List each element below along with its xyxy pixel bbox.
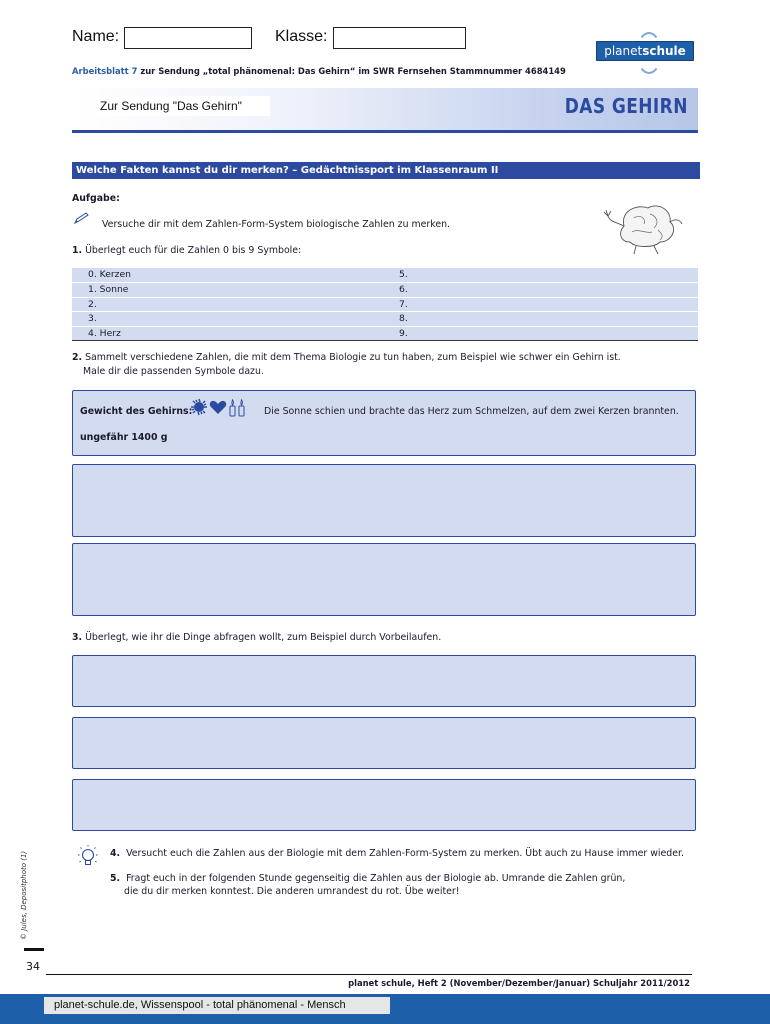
logo-text-planet: planet: [604, 44, 643, 58]
question-4: [110, 848, 684, 859]
example-mnemonic: Die Sonne schien und brachte das Herz zum Schmelzen, auf dem zwei Kerzen brannten.: [264, 406, 679, 417]
question-4-text: Versucht euch die Zahlen aus der Biologie mit dem Zahlen-Form-System zu merken. Übt auch zu Hause immer wieder.: [126, 848, 684, 859]
question-2: [72, 352, 621, 363]
worksheet-subtitle: [72, 66, 566, 76]
answer-box[interactable]: [72, 464, 696, 537]
planet-schule-logo: [596, 41, 694, 61]
table-bottom-rule: [72, 340, 698, 341]
table-cell[interactable]: 5.: [399, 269, 408, 280]
table-row: [72, 297, 698, 312]
site-info: planet-schule.de, Wissenspool - total phänomenal - Mensch: [44, 997, 390, 1014]
table-cell[interactable]: 2.: [88, 298, 97, 310]
table-cell[interactable]: 4. Herz: [88, 328, 121, 340]
question-5-number: 5.: [110, 873, 121, 884]
answer-box[interactable]: [72, 543, 696, 616]
question-2-text: Sammelt verschiedene Zahlen, die mit dem Thema Biologie zu tun haben, zum Beispiel wie schwer ein Gehirn ist.: [82, 352, 621, 363]
sun-icon: [191, 399, 207, 415]
table-cell[interactable]: 0. Kerzen: [88, 269, 131, 280]
question-2-number: 2.: [72, 352, 83, 363]
answer-box[interactable]: [72, 779, 696, 831]
question-5: [110, 873, 625, 884]
task-intro: Versuche dir mit dem Zahlen-Form-System biologische Zahlen zu merken.: [102, 219, 451, 230]
question-3: [72, 632, 441, 643]
question-4-number: 4.: [110, 848, 121, 859]
table-cell[interactable]: 7.: [399, 298, 408, 310]
name-field[interactable]: [124, 27, 252, 49]
question-5-text: Fragt euch in der folgenden Stunde gegenseitig die Zahlen aus der Biologie ab. Umrande die Zahlen grün,: [126, 873, 626, 884]
table-cell[interactable]: 8.: [399, 313, 408, 325]
question-2-text-line2: Male dir die passenden Symbole dazu.: [83, 366, 264, 377]
section-heading: Welche Fakten kannst du dir merken? – Gedächtnissport im Klassenraum II: [72, 162, 700, 179]
lightbulb-icon: [74, 844, 102, 870]
klasse-label: Klasse:: [275, 28, 328, 45]
heart-icon: [210, 401, 226, 414]
table-row: [72, 268, 698, 282]
worksheet-number: Arbeitsblatt 7: [72, 66, 138, 76]
photo-credit: © Jules, Depositphoto (1): [20, 850, 28, 940]
answer-box[interactable]: [72, 717, 696, 769]
page-number-rule: [24, 948, 44, 951]
example-symbols: [190, 398, 250, 418]
broadcast-label: Zur Sendung "Das Gehirn": [96, 96, 270, 116]
symbol-table: [72, 268, 698, 341]
table-cell[interactable]: 6.: [399, 283, 408, 295]
page-title: DAS GEHIRN: [564, 94, 688, 118]
logo-text-schule: schule: [642, 44, 686, 58]
name-label: Name:: [72, 28, 120, 45]
question-1: [72, 245, 301, 256]
candle-icon: [230, 400, 244, 416]
page-number: 34: [26, 960, 40, 973]
answer-box[interactable]: [72, 655, 696, 707]
table-cell[interactable]: 9.: [399, 328, 408, 340]
example-box: [72, 390, 696, 456]
footer-rule: [46, 974, 692, 975]
example-value: ungefähr 1400 g: [80, 432, 168, 443]
brain-mascot-icon: [602, 200, 684, 256]
task-heading: Aufgabe:: [72, 193, 120, 204]
klasse-field[interactable]: [333, 27, 466, 49]
question-3-text: Überlegt, wie ihr die Dinge abfragen wollt, zum Beispiel durch Vorbeilaufen.: [82, 632, 442, 643]
question-3-number: 3.: [72, 632, 83, 643]
table-cell[interactable]: 3.: [88, 313, 97, 325]
table-cell[interactable]: 1. Sonne: [88, 283, 129, 295]
issue-info: planet schule, Heft 2 (November/Dezember/Januar) Schuljahr 2011/2012: [348, 978, 690, 988]
question-1-number: 1.: [72, 245, 83, 256]
table-row: [72, 326, 698, 341]
example-label: Gewicht des Gehirns:: [80, 406, 193, 417]
question-1-text: Überlegt euch für die Zahlen 0 bis 9 Symbole:: [82, 245, 302, 256]
pencil-icon: [74, 212, 90, 224]
table-row: [72, 282, 698, 297]
broadcast-info: zur Sendung „total phänomenal: Das Gehirn“ im SWR Fernsehen Stammnummer 4684149: [137, 66, 566, 76]
question-5-text-line2: die du dir merken konntest. Die anderen umrandest du rot. Übe weiter!: [124, 886, 460, 897]
table-row: [72, 311, 698, 326]
